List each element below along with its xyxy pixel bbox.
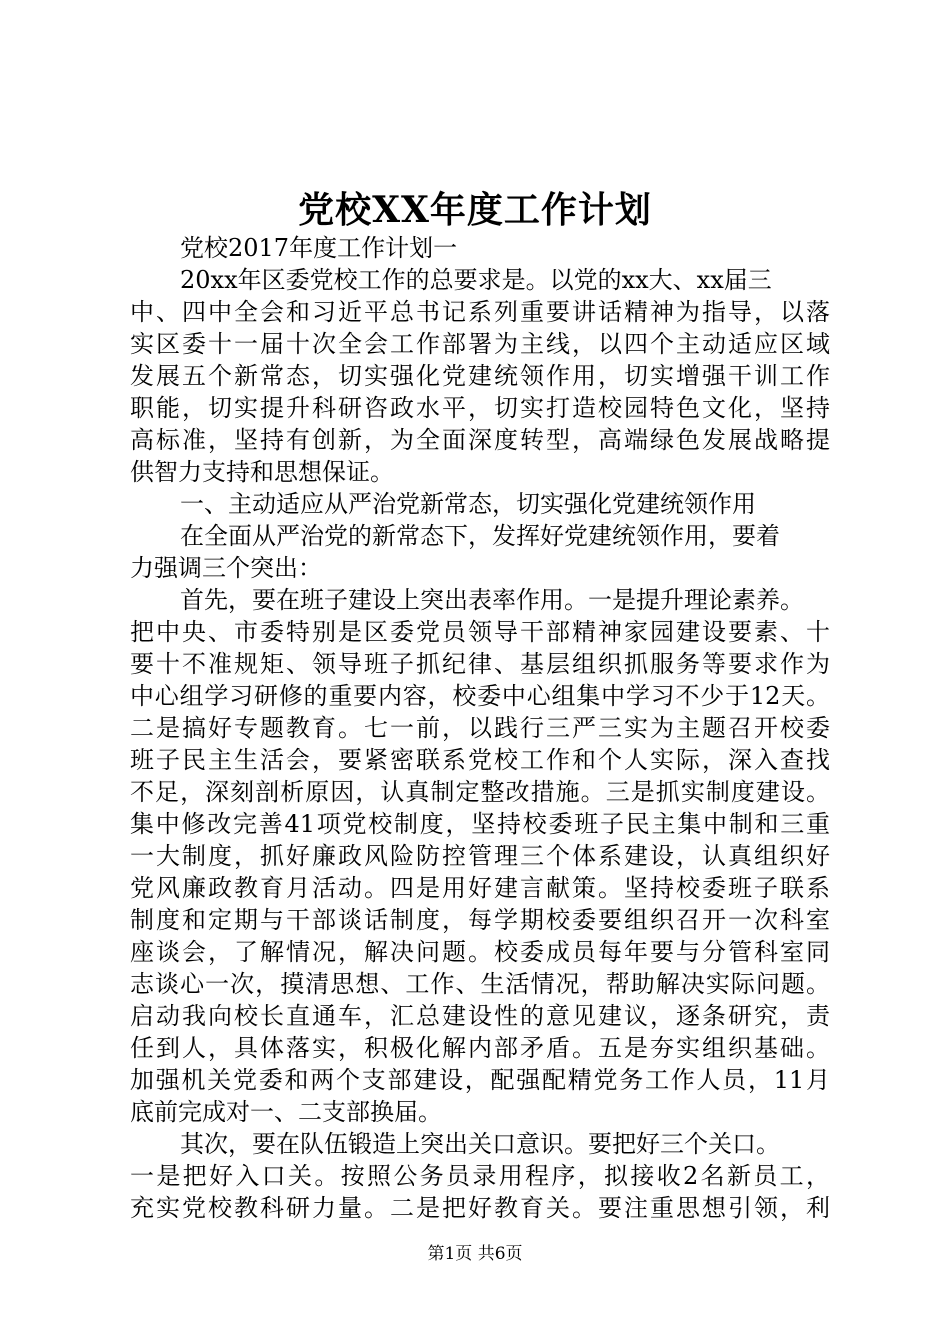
paragraph-line: 高标准，坚持有创新，为全面深度转型，高端绿色发展战略提 bbox=[130, 426, 830, 454]
paragraph-line: 一大制度，抓好廉政风险防控管理三个体系建设，认真组织好 bbox=[130, 842, 830, 870]
paragraph-line: 发展五个新常态，切实强化党建统领作用，切实增强干训工作 bbox=[130, 362, 830, 390]
paragraph-line: 20xx年区委党校工作的总要求是。以党的xx大、xx届三 bbox=[180, 266, 772, 294]
paragraph-line: 座谈会，了解情况，解决问题。校委成员每年要与分管科室同 bbox=[130, 938, 830, 966]
paragraph-line: 力强调三个突出： bbox=[130, 554, 322, 582]
paragraph-line: 任到人，具体落实，积极化解内部矛盾。五是夯实组织基础。 bbox=[130, 1034, 830, 1062]
page-number: 第1页 共6页 bbox=[427, 1244, 523, 1264]
section-heading: 一、主动适应从严治党新常态，切实强化党建统领作用 bbox=[180, 490, 756, 518]
paragraph-line: 底前完成对一、二支部换届。 bbox=[130, 1098, 442, 1126]
paragraph-line: 在全面从严治党的新常态下，发挥好党建统领作用，要着 bbox=[180, 522, 780, 550]
paragraph-line: 要十不准规矩、领导班子抓纪律、基层组织抓服务等要求作为 bbox=[130, 650, 830, 678]
paragraph-line: 中心组学习研修的重要内容，校委中心组集中学习不少于12天。 bbox=[130, 682, 830, 710]
paragraph-line: 志谈心一次，摸清思想、工作、生活情况，帮助解决实际问题。 bbox=[130, 970, 830, 998]
paragraph-line: 把中央、市委特别是区委党员领导干部精神家园建设要素、十 bbox=[130, 618, 830, 646]
paragraph-line: 职能，切实提升科研咨政水平，切实打造校园特色文化，坚持 bbox=[130, 394, 830, 422]
paragraph-line: 加强机关党委和两个支部建设，配强配精党务工作人员，11月 bbox=[130, 1066, 830, 1094]
paragraph-line: 党校2017年度工作计划一 bbox=[180, 234, 458, 262]
paragraph-line: 充实党校教科研力量。二是把好教育关。要注重思想引领，利 bbox=[130, 1194, 830, 1222]
paragraph-line: 不足，深刻剖析原因，认真制定整改措施。三是抓实制度建设。 bbox=[130, 778, 830, 806]
paragraph-line: 党风廉政教育月活动。四是用好建言献策。坚持校委班子联系 bbox=[130, 874, 830, 902]
paragraph-line: 一是把好入口关。按照公务员录用程序，拟接收2名新员工， bbox=[130, 1162, 830, 1190]
paragraph-line: 中、四中全会和习近平总书记系列重要讲话精神为指导，以落 bbox=[130, 298, 830, 326]
paragraph-line: 制度和定期与干部谈话制度，每学期校委要组织召开一次科室 bbox=[130, 906, 830, 934]
document-body bbox=[130, 232, 830, 1224]
paragraph-line: 二是搞好专题教育。七一前，以践行三严三实为主题召开校委 bbox=[130, 714, 830, 742]
document-title: 党校XX年度工作计划 bbox=[298, 189, 652, 231]
paragraph-line: 供智力支持和思想保证。 bbox=[130, 458, 394, 486]
paragraph-line: 其次，要在队伍锻造上突出关口意识。要把好三个关口。 bbox=[180, 1130, 780, 1158]
paragraph-line: 首先，要在班子建设上突出表率作用。一是提升理论素养。 bbox=[180, 586, 804, 614]
paragraph-line: 集中修改完善41项党校制度，坚持校委班子民主集中制和三重 bbox=[130, 810, 830, 838]
paragraph-line: 实区委十一届十次全会工作部署为主线，以四个主动适应区域 bbox=[130, 330, 830, 358]
paragraph-line: 启动我向校长直通车，汇总建设性的意见建议，逐条研究，责 bbox=[130, 1002, 830, 1030]
paragraph-line: 班子民主生活会，要紧密联系党校工作和个人实际，深入查找 bbox=[130, 746, 830, 774]
